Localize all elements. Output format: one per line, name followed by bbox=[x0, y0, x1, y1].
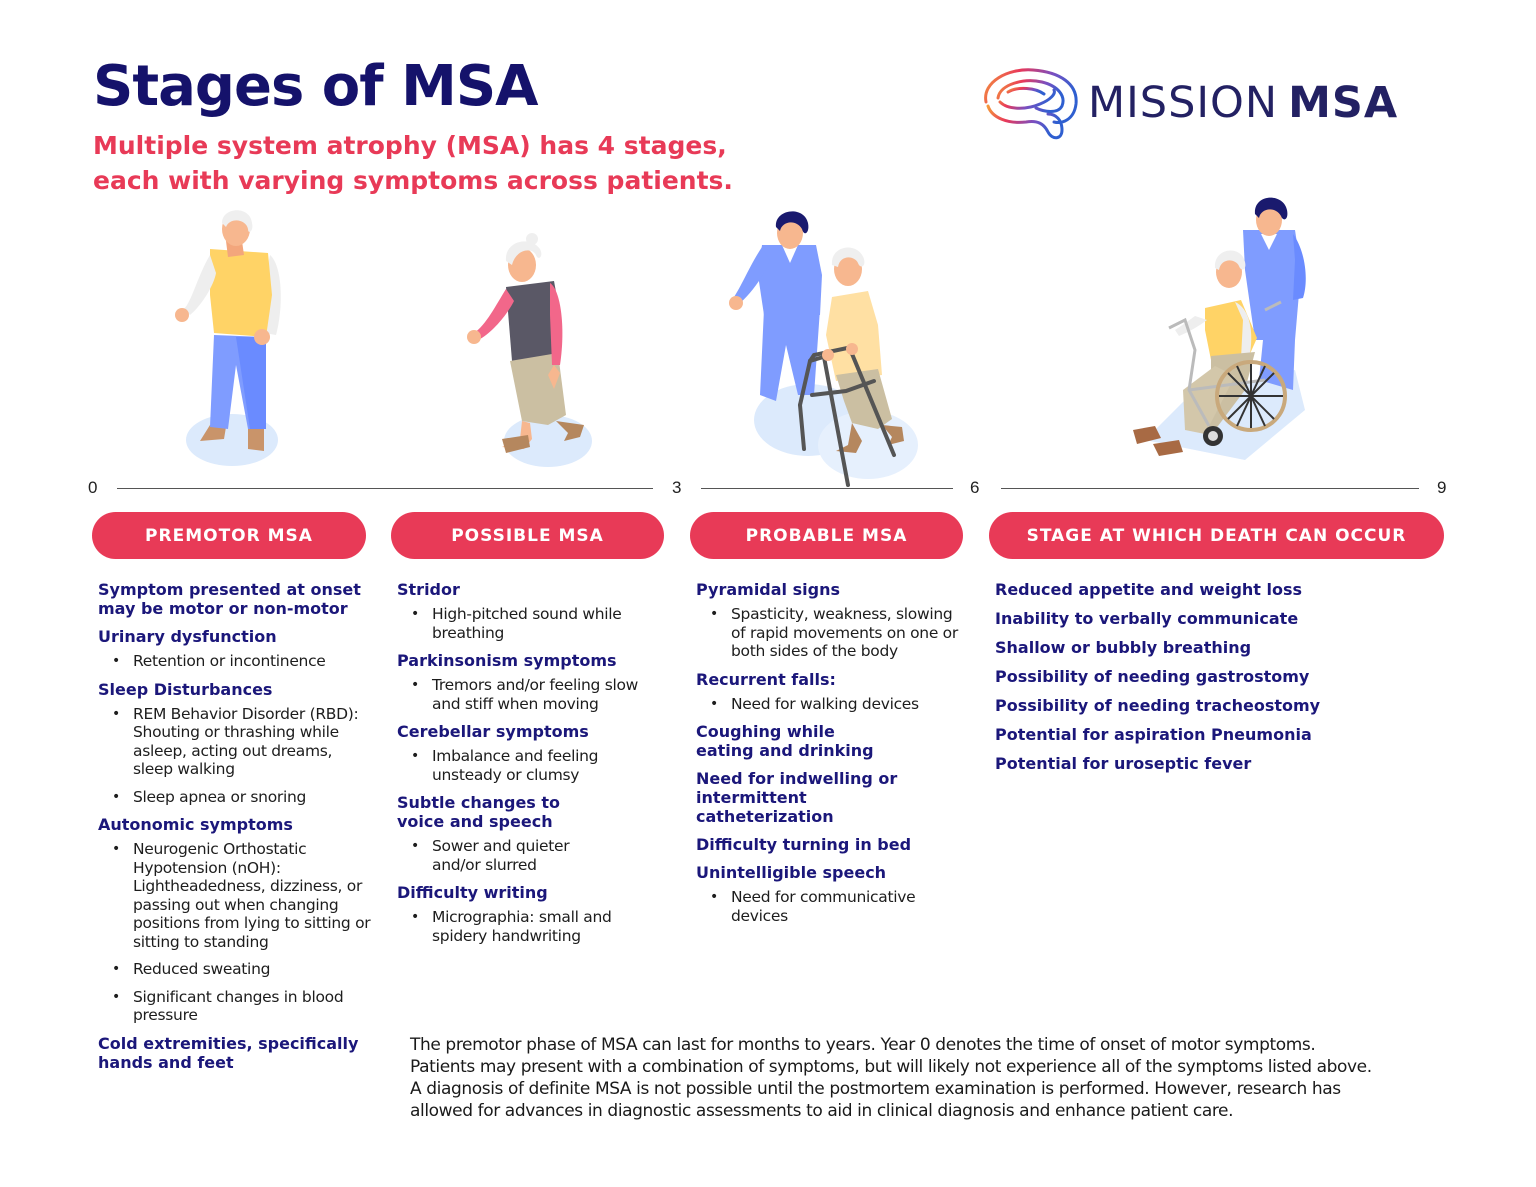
symptom-bullet: • Need for walking devices bbox=[696, 695, 971, 714]
symptom-heading: Unintelligible speech bbox=[696, 863, 887, 882]
premotor-symptoms bbox=[98, 580, 373, 1072]
symptom-bullet: • Spasticity, weakness, slowing of rapid movements on one or both sides of the body bbox=[696, 605, 971, 661]
logo-text-msa: MSA bbox=[1288, 78, 1399, 128]
logo-text-mission: MISSION bbox=[1088, 78, 1279, 128]
symptom-heading: Cold extremities, specifically hands and feet bbox=[98, 1033, 359, 1072]
symptom-heading: Recurrent falls: bbox=[696, 669, 836, 689]
symptom-heading: Difficulty turning in bed bbox=[696, 835, 912, 854]
symptom-heading: Symptom presented at onset may be motor or non-motor bbox=[98, 580, 361, 618]
symptom-bullets bbox=[98, 652, 373, 671]
symptom-bullets bbox=[696, 695, 971, 714]
timeline-segment bbox=[117, 488, 653, 489]
symptom-bullet: • Retention or incontinence bbox=[98, 652, 373, 671]
possible-symptoms bbox=[397, 580, 667, 945]
symptom-bullet: • Reduced sweating bbox=[98, 960, 373, 979]
symptom-heading: Need for indwelling or intermittent catheterization bbox=[696, 769, 898, 826]
symptom-bullets bbox=[397, 676, 667, 713]
symptom-bullets bbox=[397, 908, 667, 945]
illustration-caregiver-with-walker bbox=[728, 205, 928, 490]
footnote-line: Patients may present with a combination of symptoms, but will likely not experience all of the symptoms listed above. bbox=[410, 1057, 1372, 1077]
symptom-heading: Reduced appetite and weight loss bbox=[995, 580, 1303, 599]
timeline-tick-9: 9 bbox=[1437, 478, 1447, 497]
illustration-caregiver-with-wheelchair bbox=[1125, 190, 1325, 465]
symptom-heading: Urinary dysfunction bbox=[98, 627, 277, 646]
symptom-heading: Shallow or bubbly breathing bbox=[995, 638, 1252, 657]
symptom-bullet: • Imbalance and feeling unsteady or clumsy bbox=[397, 747, 667, 784]
symptom-heading: Cerebellar symptoms bbox=[397, 722, 589, 741]
footnote-line: The premotor phase of MSA can last for months to years. Year 0 denotes the time of onset of motor symptoms. bbox=[410, 1035, 1316, 1055]
stage-label-probable: PROBABLE MSA bbox=[690, 512, 963, 559]
timeline-tick-6: 6 bbox=[970, 478, 980, 497]
illustration-elderly-man-standing bbox=[170, 205, 300, 470]
footnote-line: A diagnosis of definite MSA is not possible until the postmortem examination is performed. However, research has bbox=[410, 1079, 1341, 1099]
death-stage-symptoms bbox=[995, 580, 1395, 773]
symptom-bullets bbox=[397, 747, 667, 784]
subtitle-line-1: Multiple system atrophy (MSA) has 4 stages, bbox=[93, 131, 727, 160]
symptom-heading: Stridor bbox=[397, 580, 460, 599]
footnote-line: allowed for advances in diagnostic assessments to aid in clinical diagnosis and enhance patient care. bbox=[410, 1101, 1234, 1121]
symptom-bullet: • Tremors and/or feeling slow and stiff when moving bbox=[397, 676, 667, 713]
stage-label-premotor: PREMOTOR MSA bbox=[92, 512, 366, 559]
symptom-heading: Subtle changes to voice and speech bbox=[397, 793, 561, 831]
symptom-heading: Coughing while eating and drinking bbox=[696, 722, 874, 760]
symptom-bullet: • Need for communicative devices bbox=[696, 888, 926, 925]
stage-label-possible: POSSIBLE MSA bbox=[391, 512, 664, 559]
illustration-elderly-woman-walking bbox=[462, 225, 597, 470]
probable-symptoms bbox=[696, 580, 971, 925]
symptom-bullet: • Sower and quieter and/or slurred bbox=[397, 837, 577, 874]
symptom-heading: Autonomic symptoms bbox=[98, 815, 293, 834]
mission-msa-logo bbox=[978, 62, 1448, 144]
symptom-bullets bbox=[696, 888, 971, 925]
symptom-bullet: • Sleep apnea or snoring bbox=[98, 788, 373, 807]
symptom-heading: Inability to verbally communicate bbox=[995, 609, 1299, 628]
footnote bbox=[410, 1034, 1460, 1122]
symptom-heading: Possibility of needing gastrostomy bbox=[995, 667, 1310, 686]
subtitle-line-2: each with varying symptoms across patients. bbox=[93, 166, 733, 195]
symptom-heading: Potential for aspiration Pneumonia bbox=[995, 725, 1312, 744]
symptom-bullets bbox=[696, 605, 971, 661]
symptom-bullets bbox=[98, 705, 373, 807]
symptom-heading: Possibility of needing tracheostomy bbox=[995, 696, 1321, 715]
symptom-bullets bbox=[98, 840, 373, 1025]
symptom-bullets bbox=[397, 605, 667, 642]
page-subtitle bbox=[93, 128, 813, 198]
symptom-heading: Parkinsonism symptoms bbox=[397, 651, 617, 670]
symptom-heading: Sleep Disturbances bbox=[98, 679, 273, 699]
symptom-heading: Potential for uroseptic fever bbox=[995, 754, 1252, 773]
timeline-segment bbox=[1001, 488, 1419, 489]
symptom-heading: Pyramidal signs bbox=[696, 580, 840, 599]
logo-wordmark bbox=[1088, 78, 1398, 128]
symptom-bullet: • Significant changes in blood pressure bbox=[98, 988, 373, 1025]
timeline-tick-0: 0 bbox=[88, 478, 98, 497]
symptom-bullet: • Neurogenic Orthostatic Hypotension (nOH): Lightheadedness, dizziness, or passing out when changing positions from lying to sitting or sitting to standing bbox=[98, 840, 373, 951]
timeline-tick-3: 3 bbox=[672, 478, 682, 497]
symptom-bullet: • Micrographia: small and spidery handwriting bbox=[397, 908, 667, 945]
symptom-heading: Difficulty writing bbox=[397, 883, 548, 902]
stage-label-death: STAGE AT WHICH DEATH CAN OCCUR bbox=[989, 512, 1444, 559]
symptom-bullet: • High-pitched sound while breathing bbox=[397, 605, 667, 642]
page-title: Stages of MSA bbox=[93, 54, 538, 119]
timeline-segment bbox=[701, 488, 953, 489]
symptom-bullet: • REM Behavior Disorder (RBD): Shouting or thrashing while asleep, acting out dreams, sleep walking bbox=[98, 705, 373, 779]
symptom-bullets bbox=[397, 837, 667, 874]
timeline-axis bbox=[0, 476, 1536, 500]
brain-outline-icon bbox=[978, 62, 1084, 144]
